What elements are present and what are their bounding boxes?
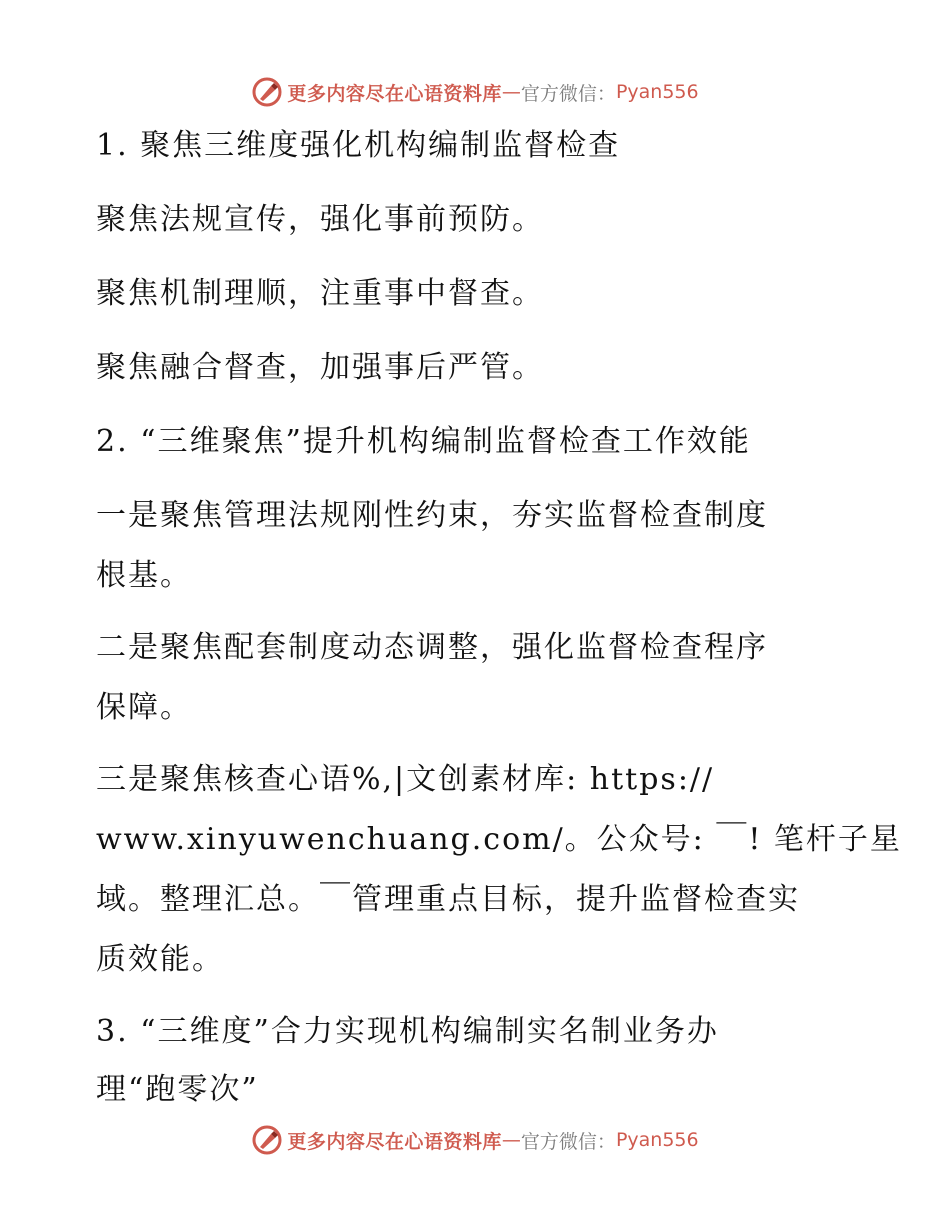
watermark-label: 官方微信： xyxy=(520,82,616,105)
section-heading-1: 1. 聚焦三维度强化机构编制监督检查 xyxy=(96,128,621,163)
paragraph-line: 二是聚焦配套制度动态调整，强化监督检查程序 xyxy=(96,630,768,665)
watermark-account: Pyan556 xyxy=(615,81,699,103)
footer-watermark xyxy=(0,1120,950,1160)
watermark-dash: — xyxy=(501,1129,521,1151)
watermark-main-text: 更多内容尽在心语资料库 xyxy=(287,82,502,105)
paragraph-line: 聚焦机制理顺，注重事中督查。 xyxy=(96,276,544,311)
pen-nib-seal-icon xyxy=(251,1124,283,1156)
paragraph-line: 聚焦法规宣传，强化事前预防。 xyxy=(96,202,544,237)
paragraph-line: 一是聚焦管理法规刚性约束，夯实监督检查制度 xyxy=(96,498,768,533)
paragraph-line: 保障。 xyxy=(96,690,192,725)
pen-nib-seal-icon xyxy=(251,76,283,108)
paragraph-line: www.xinyuwenchuang.com/。公众号: ￣! 笔杆子星 xyxy=(96,822,902,857)
paragraph-line: 根基。 xyxy=(96,558,192,593)
section-heading-3: 3. “三维度”合力实现机构编制实名制业务办 xyxy=(96,1014,719,1049)
paragraph-line: 质效能。 xyxy=(96,942,224,977)
watermark-dash: — xyxy=(501,81,521,103)
paragraph-line: 域。整理汇总。￣管理重点目标，提升监督检查实 xyxy=(96,882,800,917)
watermark-label: 官方微信： xyxy=(520,1130,616,1153)
paragraph-line: 理“跑零次” xyxy=(96,1072,259,1107)
header-watermark xyxy=(0,72,950,112)
section-heading-2: 2. “三维聚焦”提升机构编制监督检查工作效能 xyxy=(96,424,751,459)
watermark-main-text: 更多内容尽在心语资料库 xyxy=(287,1130,502,1153)
watermark-account: Pyan556 xyxy=(615,1129,699,1151)
paragraph-line: 聚焦融合督查，加强事后严管。 xyxy=(96,350,544,385)
paragraph-line: 三是聚焦核查心语%,|文创素材库: https:// xyxy=(96,762,715,797)
